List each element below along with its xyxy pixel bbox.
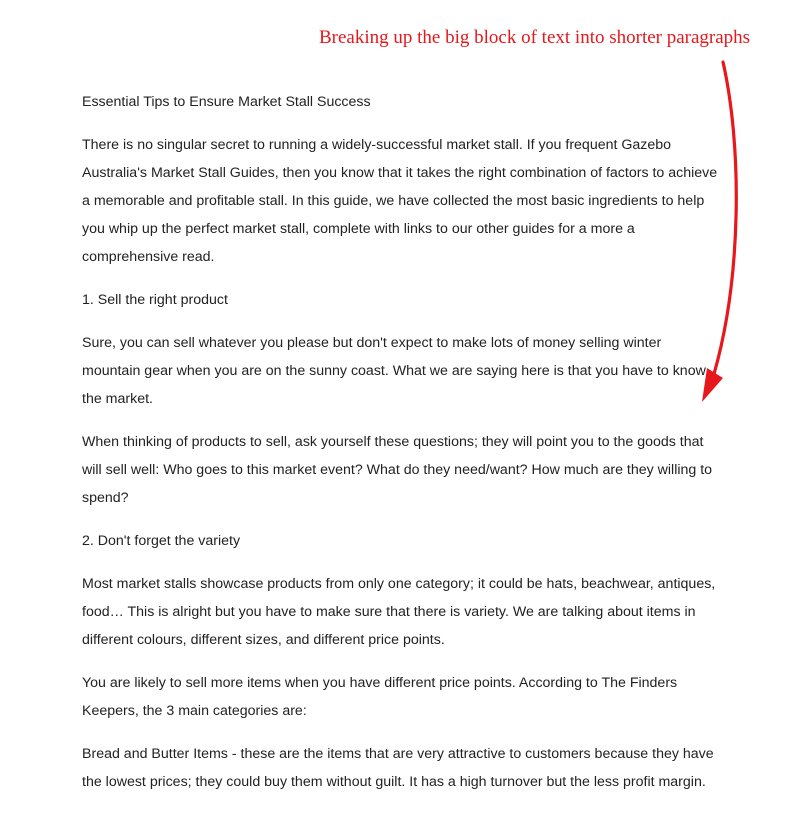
annotation-note: Breaking up the big block of text into shorter paragraphs <box>319 27 751 48</box>
paragraph-price-points: You are likely to sell more items when you have different price points. According to The Finders Keepers, the 3 main categories are: <box>82 675 678 719</box>
paragraph-variety: Most market stalls showcase products from only one category; it could be hats, beachwear, antiques, food… This is alright but you have to make sure that there is variety. We are talking about items in different colours, different sizes, and different price points. <box>82 576 716 648</box>
paragraph-intro: There is no singular secret to running a widely-successful market stall. If you frequent Gazebo Australia's Market Stall Guides, then you know that it takes the right combination of factors to achieve a memorable and profitable stall. In this guide, we have collected the most basic ingredients to help you whip up the perfect market stall, complete with links to our other guides for a more a comprehensive read. <box>82 137 718 265</box>
paragraph-know-market: Sure, you can sell whatever you please but don't expect to make lots of money selling winter mountain gear when you are on the sunny coast. What we are saying here is that you have to know the market. <box>82 335 706 407</box>
article-title: Essential Tips to Ensure Market Stall Success <box>82 94 371 110</box>
section-heading-2: 2. Don't forget the variety <box>82 533 241 549</box>
section-heading-1: 1. Sell the right product <box>82 292 228 308</box>
paragraph-bread-butter: Bread and Butter Items - these are the items that are very attractive to customers because they have the lowest prices; they could buy them without guilt. It has a high turnover but the less profit margin. <box>82 746 714 790</box>
article-body <box>82 88 722 811</box>
paragraph-questions: When thinking of products to sell, ask yourself these questions; they will point you to the goods that will sell well: Who goes to this market event? What do they need/want? How much are they willing to spend? <box>82 434 713 506</box>
